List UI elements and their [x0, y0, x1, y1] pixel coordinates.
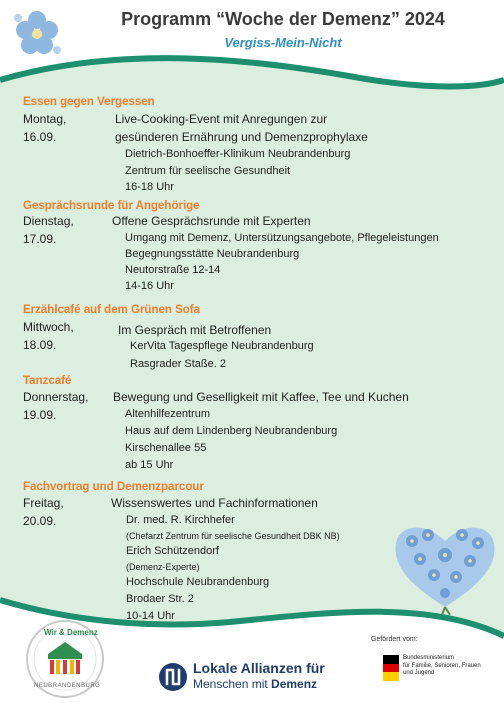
event-day: Mittwoch,: [23, 320, 74, 334]
german-flag-icon: [383, 655, 399, 681]
event-date: 19.09.: [23, 408, 57, 422]
allianzen-line1: Lokale Allianzen für: [193, 660, 325, 676]
event-detail: KerVita Tagespflege Neubrandenburg: [130, 340, 314, 352]
logo-top-text: Wir & Demenz: [44, 628, 98, 637]
event-headline-cont: gesünderen Ernährung und Demenzprophylaxe: [115, 130, 368, 144]
flower-heart-icon: [390, 515, 500, 615]
event-detail: Rasgrader Staße. 2: [130, 358, 226, 370]
event-detail: Kirschenallee 55: [125, 442, 207, 454]
event-detail: Umgang mit Demenz, Untersützungsangebote, Pflegeleistungen: [125, 232, 439, 244]
event-headline: Live-Cooking-Event mit Anregungen zur: [115, 112, 328, 126]
event-headline: Im Gespräch mit Betroffenen: [118, 323, 272, 337]
event-headline: Bewegung und Geselligkeit mit Kaffee, Tee und Kuchen: [113, 390, 409, 404]
event-time: ab 15 Uhr: [125, 459, 174, 471]
logo-bottom-text: NEUBRANDENBURG: [34, 683, 101, 689]
ministry-name: Bundesministerium für Familie, Senioren, Frauen und Jugend: [403, 655, 481, 676]
event-title: Erzählcafé auf dem Grünen Sofa: [23, 304, 201, 316]
event-title: Tanzcafé: [23, 375, 72, 387]
event-headline: Offene Gesprächsrunde mit Experten: [112, 214, 311, 228]
event-time: 10-14 Uhr: [126, 610, 175, 622]
event-detail: Haus auf dem Lindenberg Neubrandenburg: [125, 425, 338, 437]
event-detail: Erich Schützendorf: [126, 545, 219, 557]
event-day: Freitag,: [23, 496, 64, 510]
event-time: 14-16 Uhr: [125, 280, 174, 292]
event-day: Dienstag,: [23, 214, 74, 228]
event-detail: Altenhilfezentrum: [125, 408, 210, 420]
event-headline: Wissenswertes und Fachinformationen: [111, 496, 318, 510]
sponsor-label: Gefördert vom:: [371, 636, 418, 643]
event-day: Donnerstag,: [23, 390, 89, 404]
event-title: Gesprächsrunde für Angehörige: [23, 200, 200, 212]
event-detail-note: (Chefarzt Zentrum für seelische Gesundheit DBK NB): [126, 531, 340, 541]
event-date: 16.09.: [23, 130, 57, 144]
page-subtitle: Vergiss-Mein-Nicht: [224, 35, 342, 50]
event-time: 16-18 Uhr: [125, 181, 174, 193]
event-detail: Begegnungsstätte Neubrandenburg: [125, 248, 300, 260]
allianzen-line2: Menschen mit Demenz: [193, 677, 318, 691]
event-date: 17.09.: [23, 232, 57, 246]
event-detail: Dr. med. R. Kirchhefer: [126, 514, 235, 526]
event-detail: Zentrum für seelische Gesundheit: [125, 165, 291, 177]
event-title: Fachvortrag und Demenzparcour: [23, 481, 204, 493]
event-date: 18.09.: [23, 338, 57, 352]
allianzen-logo-icon: [158, 662, 188, 692]
event-title: Essen gegen Vergessen: [23, 96, 155, 108]
event-detail: Neutorstraße 12-14: [125, 264, 221, 276]
event-detail: Hochschule Neubrandenburg: [126, 576, 270, 588]
event-detail-note: (Demenz-Experte): [126, 562, 200, 572]
event-day: Montag,: [23, 112, 67, 126]
forget-me-not-icon: [10, 10, 64, 58]
event-date: 20.09.: [23, 514, 57, 528]
page-title: Programm “Woche der Demenz” 2024: [121, 9, 445, 29]
event-detail: Brodaer Str. 2: [126, 593, 194, 605]
event-detail: Dietrich-Bonhoeffer-Klinikum Neubrandenburg: [125, 148, 351, 160]
